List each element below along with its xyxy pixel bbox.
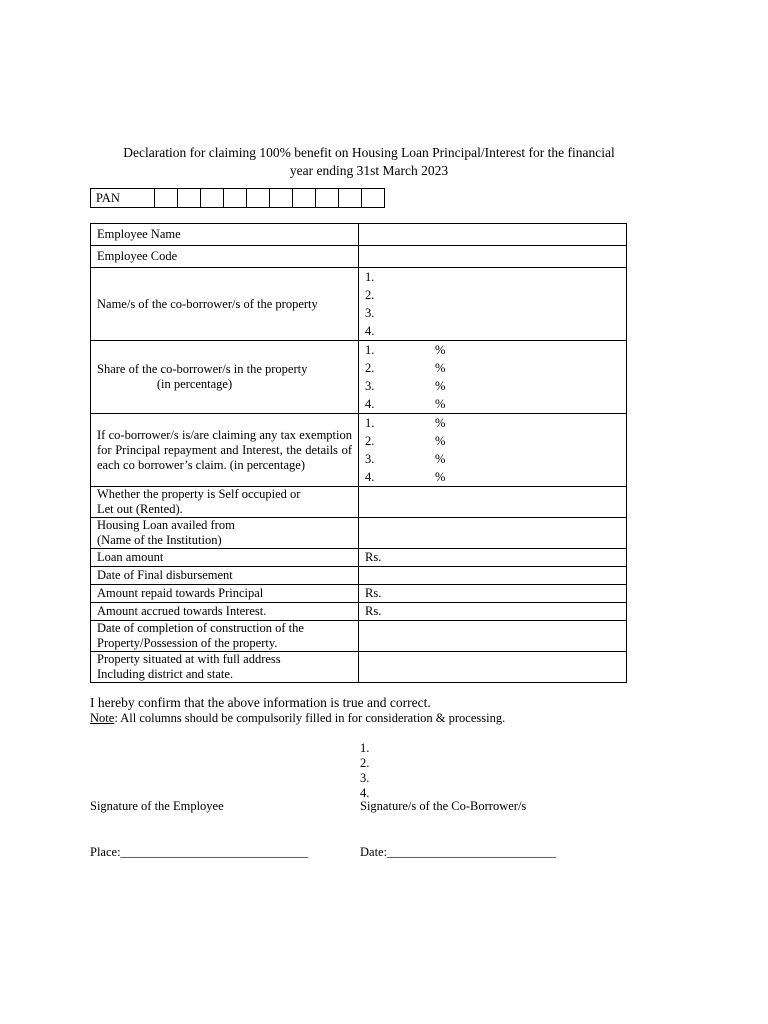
title-line-2: year ending 31st March 2023 (289, 163, 449, 178)
final-disbursement-field[interactable] (359, 567, 627, 585)
employee-code-field[interactable] (359, 246, 627, 268)
percent-sign: % (435, 343, 446, 357)
confirmation-text: I hereby confirm that the above information is true and correct. (90, 695, 431, 710)
loan-amount-label: Loan amount (91, 549, 359, 567)
principal-repaid-field[interactable]: Rs. (359, 585, 627, 603)
share-label (91, 341, 359, 414)
list-item: 2. % (365, 434, 446, 448)
final-disbursement-label: Date of Final disbursement (91, 567, 359, 585)
employee-name-field[interactable] (359, 224, 627, 246)
list-number: 2. (365, 288, 375, 302)
list-number: 1. (360, 741, 370, 755)
document-title (80, 144, 658, 180)
pan-box[interactable] (201, 189, 224, 208)
employee-signature-label: Signature of the Employee (90, 799, 224, 813)
employee-name-label: Employee Name (91, 224, 359, 246)
loan-details-table (90, 223, 627, 683)
list-number: 4. (365, 324, 375, 338)
list-item: 4. % (365, 470, 446, 484)
pan-box[interactable] (362, 189, 385, 208)
note (90, 711, 505, 726)
share-label-line-2: (in percentage) (156, 377, 233, 391)
share-field[interactable] (359, 341, 627, 414)
pan-table (90, 188, 385, 208)
co-borrower-signature-list (360, 741, 369, 801)
percent-sign: % (435, 434, 446, 448)
co-borrower-names-label: Name/s of the co-borrower/s of the property (91, 268, 359, 341)
pan-box[interactable] (339, 189, 362, 208)
percent-sign: % (435, 470, 446, 484)
place-field[interactable]: Place:______________________________ (90, 845, 309, 859)
list-number: 3. (365, 306, 375, 320)
list-number: 4. (360, 786, 370, 800)
employee-code-label: Employee Code (91, 246, 359, 268)
pan-box[interactable] (155, 189, 178, 208)
tax-claim-field[interactable] (359, 414, 627, 487)
self-occupied-field[interactable] (359, 487, 627, 518)
pan-box[interactable] (293, 189, 316, 208)
pan-box[interactable] (247, 189, 270, 208)
interest-accrued-label: Amount accrued towards Interest. (91, 603, 359, 621)
pan-box[interactable] (178, 189, 201, 208)
list-number: 3. (360, 771, 370, 785)
principal-repaid-label: Amount repaid towards Principal (91, 585, 359, 603)
property-address-field[interactable] (359, 652, 627, 683)
list-item: 4. % (365, 397, 446, 411)
pan-box[interactable] (224, 189, 247, 208)
completion-date-field[interactable] (359, 621, 627, 652)
completion-date-label: Date of completion of construction of the Property/Possession of the property. (91, 621, 359, 652)
list-number: 2. (360, 756, 370, 770)
co-borrower-names-field[interactable] (359, 268, 627, 341)
percent-sign: % (435, 397, 446, 411)
list-item: 3. % (365, 452, 446, 466)
property-address-label: Property situated at with full address Including district and state. (91, 652, 359, 683)
list-number: 1. (365, 270, 375, 284)
note-text: : All columns should be compulsorily filled in for consideration & processing. (114, 711, 506, 725)
co-borrower-signature-label: Signature/s of the Co-Borrower/s (360, 799, 527, 813)
share-label-line-1: Share of the co-borrower/s in the property (97, 362, 308, 376)
pan-label: PAN (91, 189, 155, 208)
list-item: 3. % (365, 379, 446, 393)
pan-box[interactable] (270, 189, 293, 208)
percent-sign: % (435, 361, 446, 375)
interest-accrued-field[interactable]: Rs. (359, 603, 627, 621)
percent-sign: % (435, 379, 446, 393)
title-line-1: Declaration for claiming 100% benefit on Housing Loan Principal/Interest for the financial (123, 145, 615, 160)
tax-claim-label: If co-borrower/s is/are claiming any tax exemption for Principal repayment and Interest, the details of each co borrower’s claim. (in percentage) (91, 414, 359, 487)
pan-box[interactable] (316, 189, 339, 208)
loan-amount-field[interactable]: Rs. (359, 549, 627, 567)
loan-institution-label: Housing Loan availed from (Name of the Institution) (91, 518, 359, 549)
note-label: Note (90, 711, 115, 725)
percent-sign: % (435, 452, 446, 466)
loan-institution-field[interactable] (359, 518, 627, 549)
list-item: 1. % (365, 416, 446, 430)
self-occupied-label: Whether the property is Self occupied or Let out (Rented). (91, 487, 359, 518)
list-item: 2. % (365, 361, 446, 375)
date-field[interactable]: Date:___________________________ (360, 845, 556, 859)
percent-sign: % (435, 416, 446, 430)
list-item: 1. % (365, 343, 446, 357)
